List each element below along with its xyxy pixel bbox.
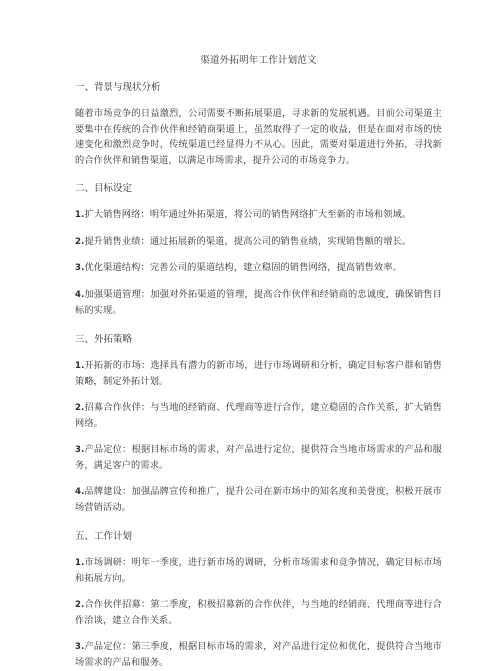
list-item: [75, 234, 442, 251]
item-text: 优化渠道结构：完善公司的渠道结构，建立稳固的销售网络，提高销售效率。: [84, 262, 402, 273]
section-heading-plan: 五、工作计划: [75, 530, 133, 542]
item-number: 2.: [75, 599, 85, 610]
item-number: 4.: [75, 289, 85, 300]
list-item: [75, 597, 442, 629]
page-title: 渠道外拓明年工作计划范文: [200, 55, 317, 66]
item-text: 合作伙伴招募：第二季度，积极招募新的合作伙伴，与当地的经销商、代理商等进行合作洽谈，建立合作关系。: [75, 598, 442, 626]
section-heading-strategy: 三、外拓策略: [75, 333, 133, 345]
item-number: 3.: [75, 263, 85, 273]
list-item: [75, 442, 442, 474]
section-heading-goals: 二、目标设定: [75, 183, 133, 194]
list-item: [75, 287, 442, 319]
item-number: 2.: [75, 236, 85, 247]
list-item: [75, 484, 442, 516]
section-heading-background: 一、背景与现状分析: [75, 82, 161, 93]
item-text: 品牌建设：加强品牌宣传和推广，提升公司在新市场中的知名度和美誉度，积极开展市场营销活动。: [75, 485, 442, 513]
item-text: 市场调研：明年一季度，进行新市场的调研，分析市场需求和竞争情况，确定目标市场和拓展方向。: [75, 556, 442, 584]
item-number: 3.: [75, 641, 85, 652]
item-text: 招募合作伙伴：与当地的经销商、代理商等进行合作，建立稳固的合作关系，扩大销售网络。: [75, 401, 442, 429]
item-text: 开拓新的市场：选择具有潜力的新市场，进行市场调研和分析，确定目标客户群和销售策略，制定外拓计划。: [75, 359, 442, 387]
list-item: [75, 639, 442, 671]
item-number: 1.: [75, 210, 85, 220]
list-item: [75, 207, 442, 224]
item-number: 3.: [75, 444, 85, 455]
item-number: 1.: [75, 360, 85, 371]
list-item: [75, 400, 442, 432]
list-item: [75, 260, 442, 277]
item-text: 产品定位：根据目标市场的需求，对产品进行定位，提供符合当地市场需求的产品和服务，满足客户的需求。: [75, 443, 442, 471]
item-number: 1.: [75, 557, 85, 568]
list-item: [75, 358, 442, 390]
paragraph: [75, 106, 442, 168]
item-text: 提升销售业绩：通过拓展新的渠道，提高公司的销售业绩，实现销售额的增长。: [84, 235, 412, 247]
item-number: 2.: [75, 402, 85, 413]
item-text: 扩大销售网络：明年通过外拓渠道，将公司的销售网络扩大至新的市场和领域。: [84, 209, 412, 220]
item-text: 产品定位：第三季度，根据目标市场的需求，对产品进行定位和优化，提供符合当地市场需求的产品和服务。: [75, 640, 442, 668]
item-number: 4.: [75, 486, 85, 497]
item-text: 加强渠道管理：加强对外拓渠道的管理，提高合作伙伴和经销商的忠诚度，确保销售目标的实现。: [75, 288, 442, 316]
paragraph-text: 随着市场竞争的日益激烈，公司需要不断拓展渠道，寻求新的发展机遇。目前公司渠道主要集中在传统的合作伙伴和经销商渠道上，虽然取得了一定的收益，但是在面对市场的快速变化和激烈竞争时，传统渠道已经显得力不从心。因此，需要对渠道进行外拓，寻找新的合作伙伴和销售渠道，以满足市场需求，提升公司的市场竞争力。: [75, 108, 442, 166]
list-item: [75, 555, 442, 587]
